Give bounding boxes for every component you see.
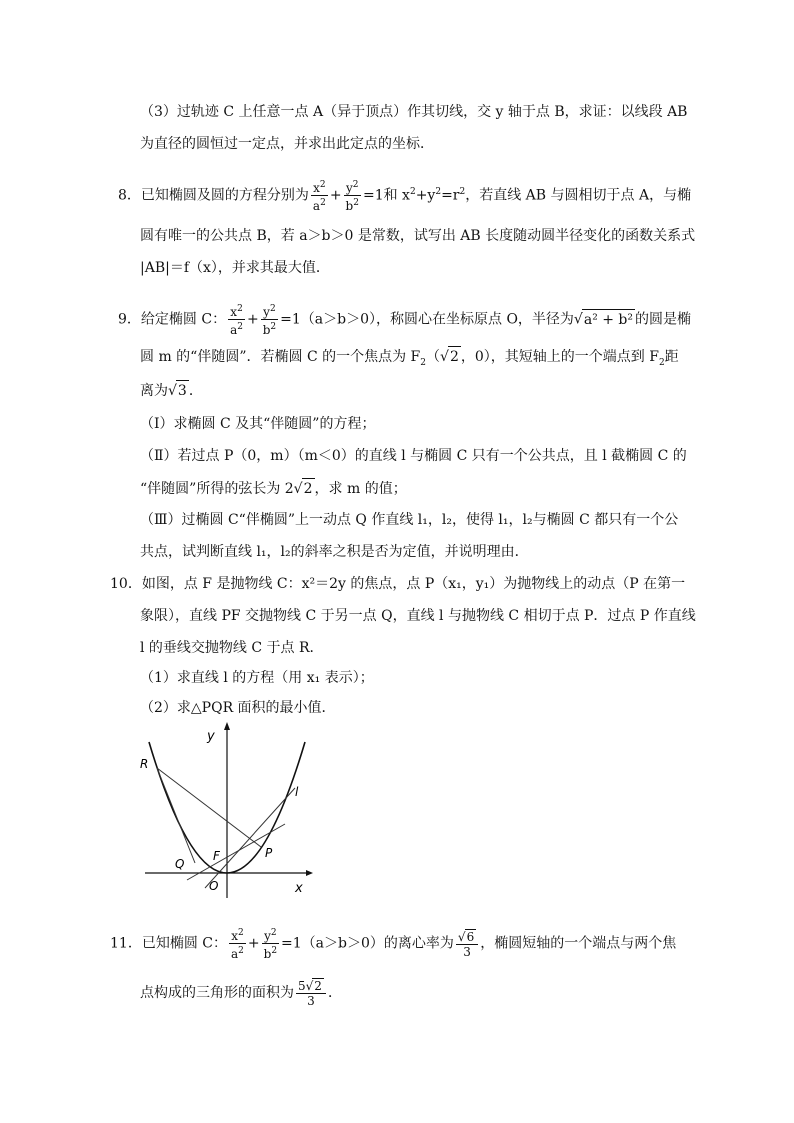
item11-line2: 点构成的三角形的面积为 $\frac{5√2}{3}$ ． [140, 979, 342, 1008]
fraction: $\frac{y^2}{b^2}$ [345, 180, 359, 213]
y-axis-arrow [224, 722, 230, 730]
item9-part2-line1: （Ⅱ）若过点 P（0，m）（m＜0）的直线 l 与椭圆 C 只有一个公共点，且 l 截椭圆 C 的 [140, 448, 687, 464]
fraction: $\frac{y^2}{b^2}$ [262, 304, 277, 337]
label-Q: Q [175, 857, 185, 871]
item7-part3-line2: 为直径的圆恒过一定点，并求出此定点的坐标． [140, 136, 434, 152]
parabola-figure [135, 720, 315, 900]
fraction: $\frac{x^2}{a^2}$ [231, 928, 244, 961]
item10-line1: 10．如图，点 F 是抛物线 C：x²＝2y 的焦点，点 P（x₁，y₁）为抛物线上的动点（P 在第一 [110, 576, 686, 592]
item9-line1: 9．给定椭圆 C： $\frac{x^2}{a^2}$ + $\frac{y^2}{b^2}$ =1（a＞b＞0），称圆心在坐标原点 O，半径为√a² + b² 的圆是椭 [118, 304, 692, 337]
eccentricity-fraction: $\frac{√6}{3}$ [456, 929, 478, 959]
area-fraction: $\frac{5√2}{3}$ [296, 978, 326, 1008]
item7-part3-line1: （3）过轨迹 C 上任意一点 A（异于顶点）作其切线，交 y 轴于点 B，求证：以线段 AB [140, 104, 688, 120]
label-x: x [295, 881, 303, 896]
item10-number: 10． [110, 576, 142, 592]
fraction: $\frac{x^2}{a^2}$ [230, 304, 243, 337]
item9-number: 9． [118, 311, 141, 328]
item9-line3: 离为√3 ． [140, 380, 203, 401]
item9-part2-line2: “伴随圆”所得的弦长为 2√2 ，求 m 的值； [140, 478, 407, 499]
label-O: O [209, 879, 219, 893]
item10-part1: （1）求直线 l 的方程（用 x₁ 表示）； [140, 670, 374, 686]
item8-number: 8． [118, 187, 141, 204]
item9-part1: （Ⅰ）求椭圆 C 及其“伴随圆”的方程； [140, 416, 376, 432]
sqrt-expression: a² + b² [582, 309, 635, 330]
label-F: F [213, 849, 220, 863]
item9-part3-line1: （Ⅲ）过椭圆 C“伴椭圆”上一动点 Q 作直线 l₁，l₂，使得 l₁，l₂与椭圆 C 都只有一个公 [140, 512, 679, 528]
item11-number: 11． [110, 935, 142, 952]
item9-line2: 圆 m 的“伴随圆”．若椭圆 C 的一个焦点为 $F_2(√2$ ，0），其短轴上的一个端点到 $F_2$距 [140, 346, 679, 373]
item8-line1: 8．已知椭圆及圆的方程分别为 $\frac{x^2}{a^2}$ + $\frac{y^2}{b^2}$ =1和 $x^2+y^2=r^2$，若直线 AB 与圆相切于点 A，与椭 [118, 180, 692, 213]
label-R: R [140, 757, 149, 771]
x-axis-arrow [306, 870, 313, 876]
label-P: P [265, 846, 273, 860]
item8-line3: |AB|＝f（x），并求其最大值． [140, 260, 330, 276]
label-y: y [207, 729, 215, 744]
item10-line3: l 的垂线交抛物线 C 于点 R． [140, 640, 324, 656]
item10-part2: （2）求△PQR 面积的最小值． [140, 700, 336, 716]
label-l: l [295, 785, 299, 799]
item9-part3-line2: 共点，试判断直线 l₁，l₂的斜率之积是否为定值，并说明理由． [140, 544, 529, 560]
item8-line2: 圆有唯一的公共点 B，若 a＞b＞0 是常数，试写出 AB 长度随动圆半径变化的函数关系式 [140, 228, 696, 244]
fraction: $\frac{y^2}{b^2}$ [263, 928, 278, 961]
fraction: $\frac{x^2}{a^2}$ [312, 180, 326, 213]
item11-line1: 11．已知椭圆 C： $\frac{x^2}{a^2}$ + $\frac{y^2}{b^2}$ =1（a＞b＞0）的离心率为 $\frac{√6}{3}$ ，椭圆短轴的一个端点与两个焦 [110, 928, 677, 961]
item10-line2: 象限），直线 PF 交抛物线 C 于另一点 Q，直线 l 与抛物线 C 相切于点 P．过点 P 作直线 [140, 608, 696, 624]
